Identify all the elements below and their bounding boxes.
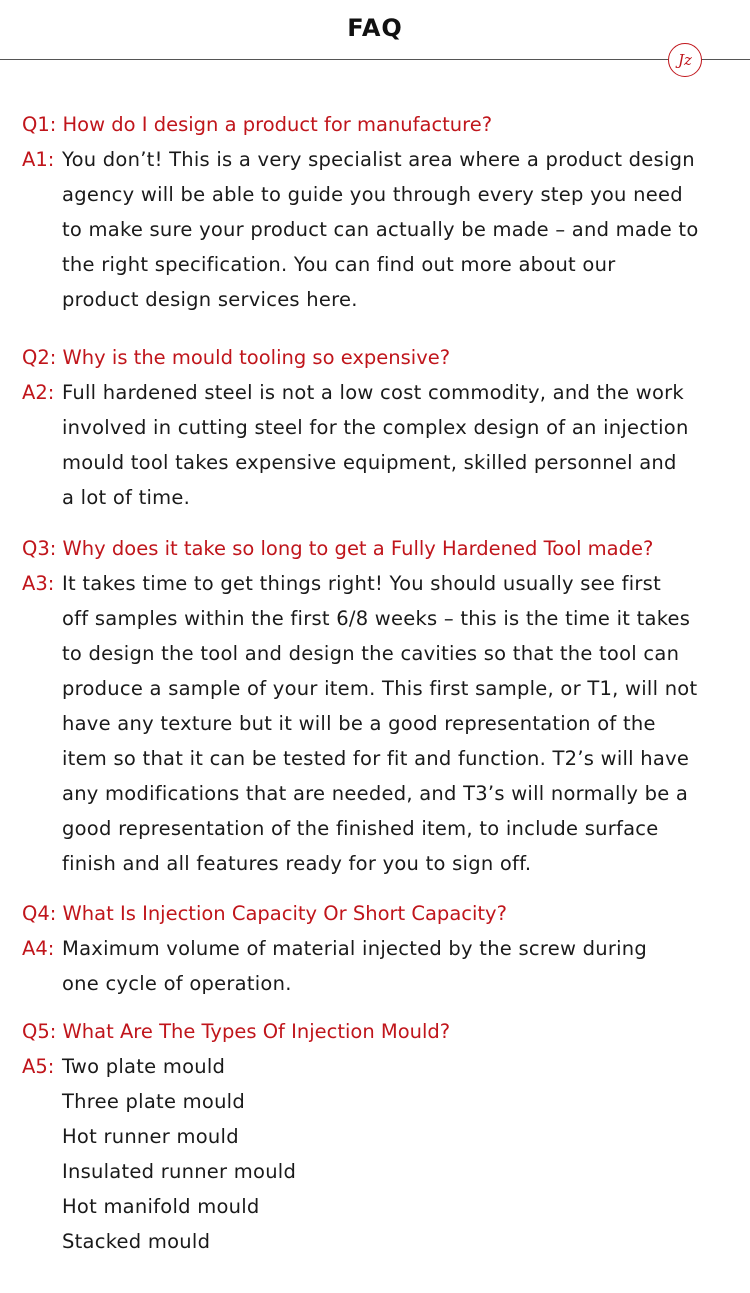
answer-line: off samples within the first 6/8 weeks – this is the time it takes: [62, 607, 691, 630]
answer-line: Insulated runner mould: [62, 1160, 297, 1183]
answer-line: Hot manifold mould: [62, 1195, 260, 1218]
answer-line: good representation of the finished item, to include surface: [62, 817, 659, 840]
faq-question: Q2: Why is the mould tooling so expensive?: [22, 346, 451, 369]
faq-answer: [22, 375, 742, 515]
answer-line: item so that it can be tested for fit and function. T2’s will have: [62, 747, 690, 770]
answer-line: agency will be able to guide you through every step you need: [62, 183, 683, 206]
answer-line: a lot of time.: [62, 486, 191, 509]
answer-line: product design services here.: [62, 288, 358, 311]
answer-line: have any texture but it will be a good representation of the: [62, 712, 656, 735]
answer-line: Hot runner mould: [62, 1125, 239, 1148]
answer-line: one cycle of operation.: [62, 972, 292, 995]
answer-line: Stacked mould: [62, 1230, 211, 1253]
page-title: FAQ: [347, 14, 403, 42]
answer-label: A3:: [22, 572, 55, 595]
faq-item-1: [22, 107, 742, 317]
answer-line: Full hardened steel is not a low cost commodity, and the work: [62, 381, 684, 404]
faq-question: Q1: How do I design a product for manufacture?: [22, 113, 493, 136]
answer-line: Two plate mould: [62, 1055, 226, 1078]
faq-answer: [22, 931, 742, 1001]
faq-item-5: [22, 1014, 742, 1259]
answer-line: Three plate mould: [62, 1090, 245, 1113]
answer-line: involved in cutting steel for the complex design of an injection: [62, 416, 689, 439]
answer-line: Maximum volume of material injected by the screw during: [62, 937, 648, 960]
faq-question: Q4: What Is Injection Capacity Or Short Capacity?: [22, 902, 507, 925]
faq-answer: [22, 566, 742, 881]
faq-question: Q3: Why does it take so long to get a Fully Hardened Tool made?: [22, 537, 654, 560]
faq-item-3: [22, 531, 742, 881]
answer-line: finish and all features ready for you to sign off.: [62, 852, 532, 875]
page-header: [0, 0, 750, 80]
answer-line: to design the tool and design the cavities so that the tool can: [62, 642, 680, 665]
answer-line: mould tool takes expensive equipment, skilled personnel and: [62, 451, 677, 474]
faq-question: Q5: What Are The Types Of Injection Mould?: [22, 1020, 451, 1043]
answer-line: the right specification. You can find out more about our: [62, 253, 616, 276]
answer-line: to make sure your product can actually be made – and made to: [62, 218, 699, 241]
answer-line: any modifications that are needed, and T3’s will normally be a: [62, 782, 689, 805]
header-divider: [0, 59, 750, 60]
answer-label: A4:: [22, 937, 55, 960]
answer-label: A1:: [22, 148, 55, 171]
faq-answer: [22, 142, 742, 317]
answer-line: It takes time to get things right! You should usually see first: [62, 572, 661, 595]
faq-item-2: [22, 340, 742, 515]
faq-item-4: [22, 896, 742, 1001]
answer-line: You don’t! This is a very specialist area where a product design: [62, 148, 695, 171]
answer-line: produce a sample of your item. This first sample, or T1, will not: [62, 677, 698, 700]
answer-label: A2:: [22, 381, 55, 404]
faq-answer: [22, 1049, 742, 1259]
brand-logo: Jz: [668, 43, 702, 77]
answer-label: A5:: [22, 1055, 55, 1078]
